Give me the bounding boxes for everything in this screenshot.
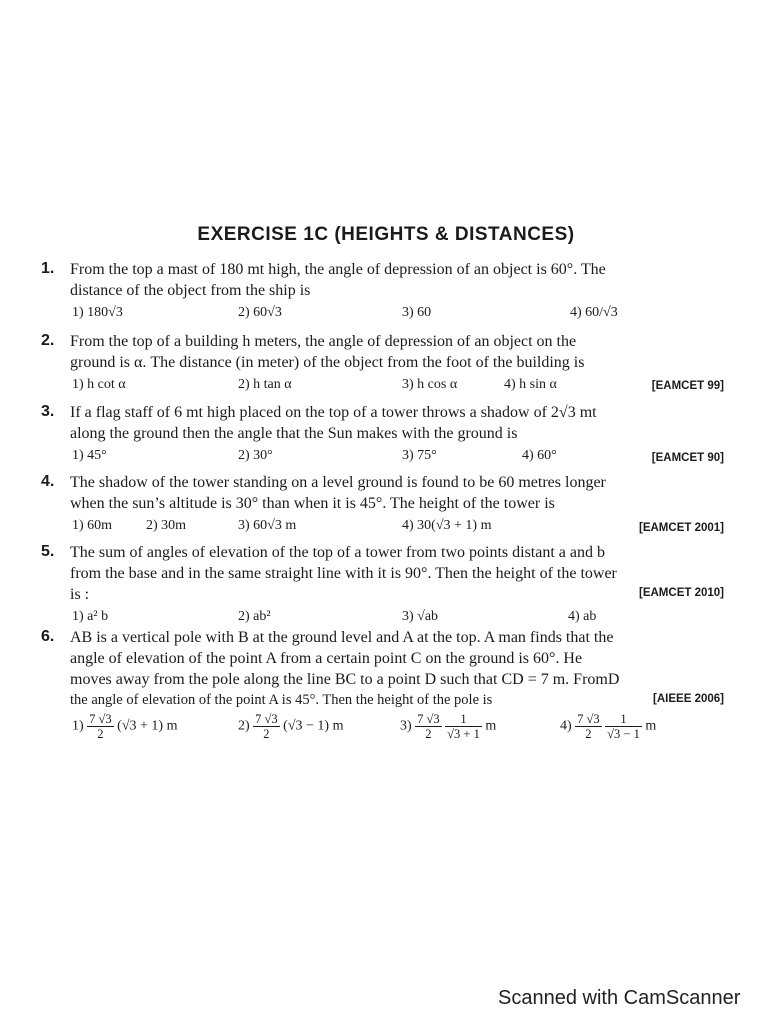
question-text-line: The shadow of the tower standing on a level ground is found to be 60 metres longer: [70, 474, 606, 491]
question-text-line: angle of elevation of the point A from a certain point C on the ground is 60°. He: [70, 650, 583, 667]
option: 1) h cot α: [72, 377, 126, 392]
question-text-line: distance of the object from the ship is: [70, 282, 311, 299]
option: 3) 60: [402, 305, 432, 320]
option: 4) h sin α: [504, 377, 557, 392]
fraction: $\frac{7 √3}{2}$: [89, 712, 112, 741]
question-number: 6.: [41, 628, 55, 645]
fraction: $\frac{1}{√3 - 1}$: [607, 712, 640, 741]
question-text-line: when the sun’s altitude is 30° than when it is 45°. The height of the tower is: [70, 495, 555, 512]
question-number: 3.: [41, 403, 55, 420]
question-5-options: [0, 606, 768, 628]
question-3-options: [0, 445, 768, 467]
option: 1) $\frac{7 √3}{2}$ (√3 + 1) m: [72, 712, 178, 741]
question-text-line: From the top of a building h meters, the angle of depression of an object on the: [70, 333, 577, 350]
option: 3) h cos α: [402, 377, 458, 392]
question-text-line: is :: [70, 586, 90, 603]
question-text-line: The sum of angles of elevation of the top of a tower from two points distant a and b: [70, 544, 605, 561]
option: 2) 30°: [238, 448, 273, 463]
fraction: $\frac{7 √3}{2}$: [417, 712, 440, 741]
option: 3) 60√3 m: [238, 518, 297, 533]
option: 2) $\frac{7 √3}{2}$ (√3 − 1) m: [238, 712, 344, 741]
question-text-line: If a flag staff of 6 mt high placed on the top of a tower throws a shadow of 2√3 mt: [70, 404, 597, 421]
option: 4) 60/√3: [570, 305, 618, 320]
option: 2) h tan α: [238, 377, 292, 392]
option: 2) ab²: [238, 609, 271, 624]
exam-source-tag: [EAMCET 99]: [651, 380, 724, 392]
exercise-title: EXERCISE 1C (HEIGHTS & DISTANCES): [197, 224, 575, 245]
option: 4) ab: [568, 609, 597, 624]
option: 4) 60°: [522, 448, 557, 463]
question-number: 2.: [41, 332, 55, 349]
fraction: $\frac{7 √3}{2}$: [577, 712, 600, 741]
option: 4) 30(√3 + 1) m: [402, 518, 492, 533]
question-6-options: [0, 712, 768, 754]
question-text-line: From the top a mast of 180 mt high, the angle of depression of an object is 60°. The: [70, 261, 606, 278]
fraction: $\frac{7 √3}{2}$: [255, 712, 278, 741]
option: 1) 60m: [72, 518, 113, 533]
question-1-options: [0, 302, 768, 324]
option: 3) √ab: [402, 609, 439, 624]
question-number: 1.: [41, 260, 55, 277]
question-4-options: [0, 515, 768, 537]
option: 1) 45°: [72, 448, 107, 463]
option: 4) $\frac{7 √3}{2}$ $\frac{1}{√3 - 1}$ m: [560, 712, 657, 741]
fraction: $\frac{1}{√3 + 1}$: [447, 712, 480, 741]
option: 2) 30m: [146, 518, 187, 533]
scanner-watermark: Scanned with CamScanner: [498, 987, 741, 1009]
option: 3) $\frac{7 √3}{2}$ $\frac{1}{√3 + 1}$ m: [400, 712, 497, 741]
exam-source-tag: [EAMCET 2010]: [639, 587, 724, 599]
option: 1) a² b: [72, 609, 109, 624]
question-number: 4.: [41, 473, 55, 490]
question-text-line: from the base and in the same straight line with it is 90°. Then the height of the tower: [70, 565, 617, 582]
option: 1) 180√3: [72, 305, 123, 320]
exam-source-tag: [EAMCET 2001]: [639, 522, 724, 534]
option: 3) 75°: [402, 448, 437, 463]
question-number: 5.: [41, 543, 55, 560]
question-text-line: the angle of elevation of the point A is 45°. Then the height of the pole is: [70, 692, 493, 708]
question-text-line: along the ground then the angle that the Sun makes with the ground is: [70, 425, 518, 442]
question-text-line: ground is α. The distance (in meter) of the object from the foot of the building is: [70, 354, 585, 371]
question-text-line: moves away from the pole along the line BC to a point D such that CD = 7 m. FromD: [70, 671, 620, 688]
exam-source-tag: [EAMCET 90]: [651, 452, 724, 464]
option: 2) 60√3: [238, 305, 282, 320]
question-2-options: [0, 374, 768, 396]
exam-source-tag: [AIEEE 2006]: [653, 693, 724, 705]
question-text-line: AB is a vertical pole with B at the ground level and A at the top. A man finds that the: [70, 629, 614, 646]
